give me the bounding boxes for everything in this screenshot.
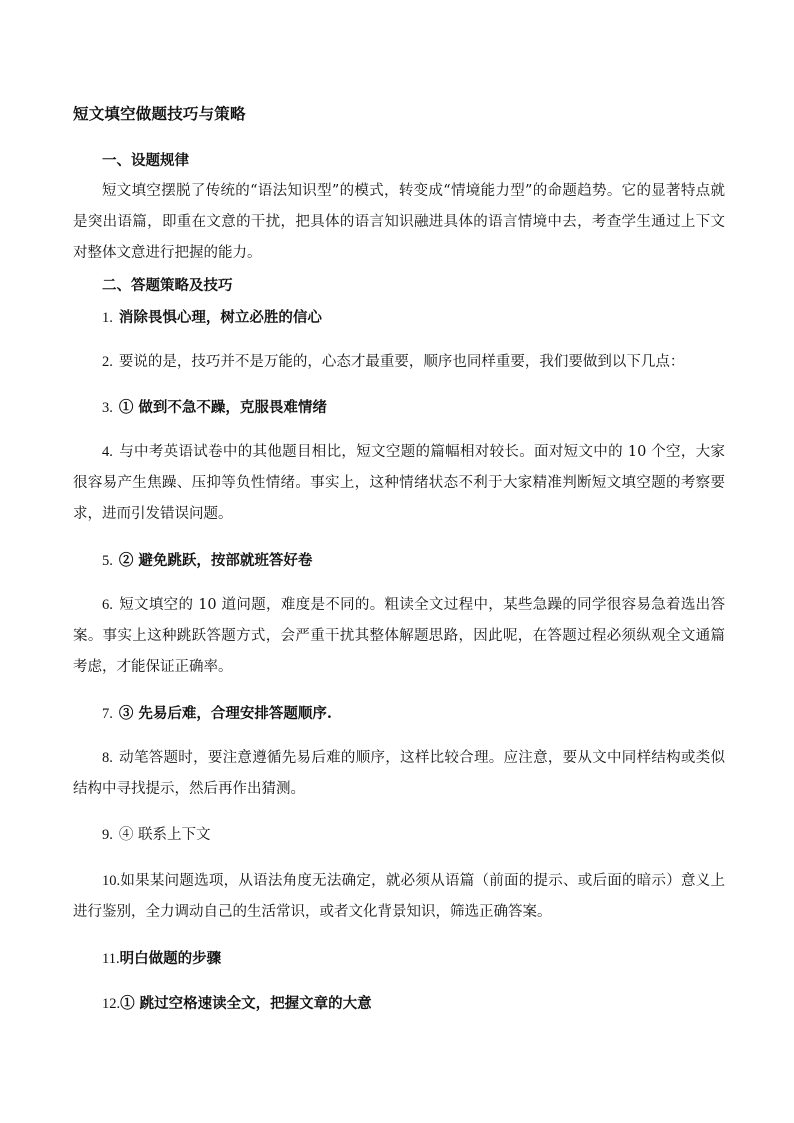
list-item	[73, 302, 725, 334]
item-number: 5.	[102, 553, 113, 569]
item-text: 动笔答题时，要注意遵循先易后难的顺序，这样比较合理。应注意，要从文中同样结构或类似结构中寻找提示，然后再作出猜测。	[73, 750, 725, 797]
item-text: ③ 先易后难，合理安排答题顺序.	[118, 705, 332, 722]
list-item	[73, 347, 725, 378]
section-heading-strategies: 二、答题策略及技巧	[102, 277, 233, 294]
item-text: 消除畏惧心理，树立必胜的信心	[118, 309, 322, 326]
item-number: 12.	[102, 996, 121, 1012]
item-text: ① 做到不急不躁，克服畏难情绪	[118, 399, 327, 416]
item-text: ④ 联系上下文	[118, 827, 211, 843]
item-number: 7.	[102, 706, 113, 722]
list-item	[73, 820, 725, 851]
list-item	[73, 437, 725, 530]
item-number: 4.	[102, 444, 113, 460]
item-number: 6.	[102, 597, 113, 613]
list-item	[73, 988, 725, 1020]
section-heading-rules: 一、设题规律	[102, 152, 189, 169]
list-item	[73, 392, 725, 424]
list-item	[73, 590, 725, 683]
section-body-rules: 短文填空摆脱了传统的“语法知识型”的模式，转变成“情境能力型”的命题趋势。它的显著特点就是突出语篇，即重在文意的干扰，把具体的语言知识融进具体的语言情境中去，考查学生通过上下文对整体文意进行把握的能力。	[73, 183, 725, 261]
item-text: 如果某问题选项，从语法角度无法确定，就必须从语篇（前面的提示、或后面的暗示）意义上进行鉴别，全力调动自己的生活常识，或者文化背景知识，筛选正确答案。	[73, 873, 725, 920]
item-text: 与中考英语试卷中的其他题目相比，短文空题的篇幅相对较长。面对短文中的 10 个空，大家很容易产生焦躁、压抑等负性情绪。事实上，这种情绪状态不利于大家精准判断短文填空题的考察要求，进而引发错误问题。	[73, 444, 725, 522]
item-text: ② 避免跳跃，按部就班答好卷	[118, 552, 313, 569]
document-title: 短文填空做题技巧与策略	[73, 104, 246, 123]
list-item	[73, 866, 725, 928]
item-text: ① 跳过空格速读全文，把握文章的大意	[120, 995, 372, 1012]
item-text: 要说的是，技巧并不是万能的，心态才最重要，顺序也同样重要，我们要做到以下几点：	[118, 354, 685, 370]
item-number: 8.	[102, 750, 113, 766]
item-text: 明白做题的步骤	[119, 950, 222, 967]
item-number: 2.	[102, 354, 113, 370]
item-number: 9.	[102, 827, 113, 843]
list-item	[73, 545, 725, 577]
item-number: 3.	[102, 400, 113, 416]
list-item	[73, 743, 725, 805]
item-number: 11.	[102, 951, 120, 967]
item-number: 10.	[102, 873, 121, 889]
list-item	[73, 698, 725, 730]
list-item	[73, 943, 725, 975]
item-number: 1.	[102, 310, 113, 326]
item-text: 短文填空的 10 道问题，难度是不同的。粗读全文过程中，某些急躁的同学很容易急着选出答案。事实上这种跳跃答题方式，会严重干扰其整体解题思路，因此呢，在答题过程必须纵观全文通篇考虑，才能保证正确率。	[73, 597, 725, 675]
